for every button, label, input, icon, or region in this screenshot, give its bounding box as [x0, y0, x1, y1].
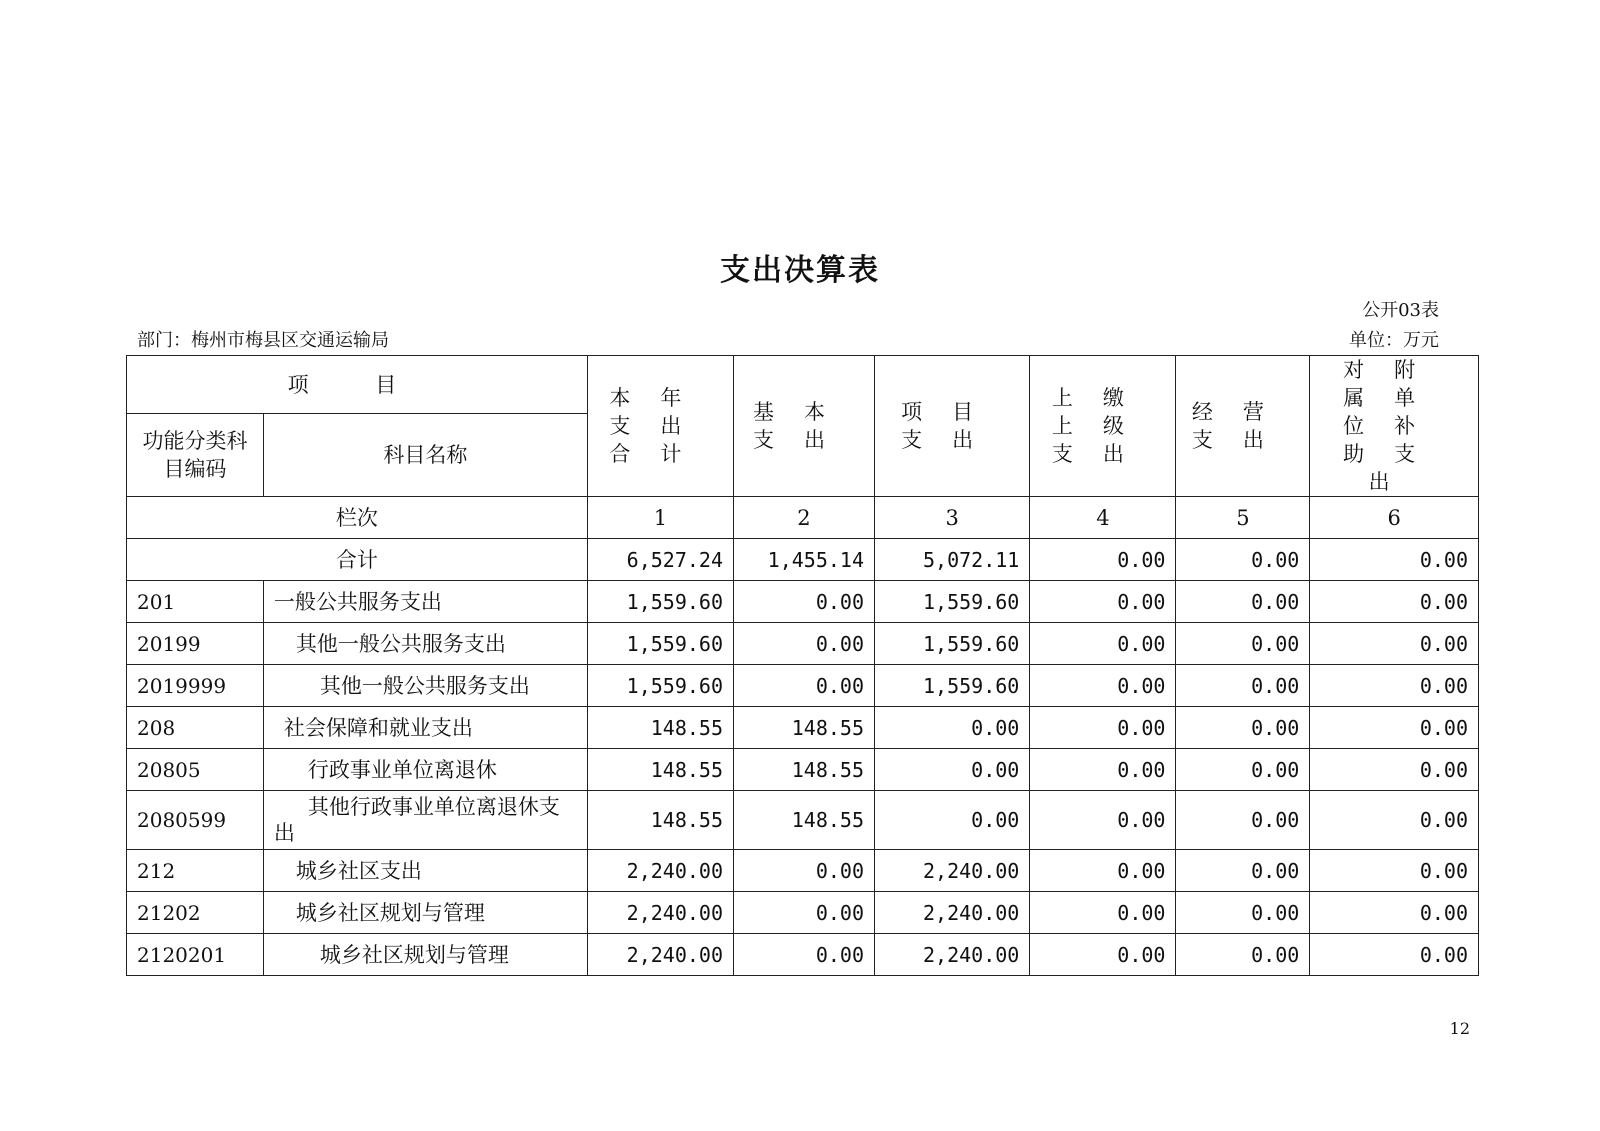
- row-value: 148.55: [587, 749, 733, 791]
- unit-label: 单位：万元: [1349, 330, 1439, 351]
- row-value: 0.00: [1176, 707, 1310, 749]
- col-header-remit: 上缴上级支出: [1030, 356, 1176, 497]
- row-value: 2,240.00: [875, 934, 1030, 976]
- row-name: 其他一般公共服务支出: [263, 665, 587, 707]
- row-value: 0.00: [1030, 665, 1176, 707]
- row-value: 1,559.60: [875, 665, 1030, 707]
- row-value: 0.00: [1176, 623, 1310, 665]
- row-value: 0.00: [1310, 850, 1479, 892]
- row-value: 0.00: [1030, 749, 1176, 791]
- row-value: 148.55: [733, 707, 874, 749]
- row-value: 0.00: [1176, 749, 1310, 791]
- expenditure-table: [126, 355, 1479, 976]
- row-value: 0.00: [1310, 892, 1479, 934]
- column-index-label: 栏次: [127, 497, 588, 539]
- total-value: 0.00: [1176, 539, 1310, 581]
- total-value: 0.00: [1030, 539, 1176, 581]
- row-value: 0.00: [733, 850, 874, 892]
- row-value: 148.55: [733, 791, 874, 850]
- table-row: [127, 749, 1479, 791]
- row-name: 行政事业单位离退休: [263, 749, 587, 791]
- row-value: 0.00: [1030, 581, 1176, 623]
- row-value: 0.00: [1310, 707, 1479, 749]
- row-value: 0.00: [1310, 934, 1479, 976]
- row-value: 2,240.00: [587, 934, 733, 976]
- table-row: [127, 791, 1479, 850]
- col-header-total: 本年支出合计: [587, 356, 733, 497]
- row-value: 0.00: [1030, 934, 1176, 976]
- table-row: [127, 665, 1479, 707]
- row-value: 2,240.00: [875, 892, 1030, 934]
- row-value: 0.00: [1030, 892, 1176, 934]
- column-index-number: 4: [1030, 497, 1176, 539]
- row-value: 0.00: [733, 665, 874, 707]
- row-code: 2019999: [127, 665, 264, 707]
- row-name: 城乡社区支出: [263, 850, 587, 892]
- row-name: 其他一般公共服务支出: [263, 623, 587, 665]
- total-label: 合计: [127, 539, 588, 581]
- row-value: 0.00: [1176, 934, 1310, 976]
- total-value: 1,455.14: [733, 539, 874, 581]
- column-index-row: [127, 497, 1479, 539]
- row-value: 0.00: [1030, 707, 1176, 749]
- row-value: 1,559.60: [587, 665, 733, 707]
- form-id: 公开03表: [1362, 300, 1439, 321]
- row-value: 0.00: [1310, 665, 1479, 707]
- row-code: 20199: [127, 623, 264, 665]
- col-header-basic: 基本支出: [733, 356, 874, 497]
- row-value: 1,559.60: [587, 581, 733, 623]
- table-row: [127, 934, 1479, 976]
- row-value: 0.00: [1176, 665, 1310, 707]
- column-index-number: 5: [1176, 497, 1310, 539]
- row-value: 148.55: [587, 707, 733, 749]
- header-row-top: [127, 356, 1479, 414]
- row-value: 2,240.00: [587, 892, 733, 934]
- column-index-number: 1: [587, 497, 733, 539]
- row-code: 2120201: [127, 934, 264, 976]
- row-name: 城乡社区规划与管理: [263, 934, 587, 976]
- row-code: 212: [127, 850, 264, 892]
- row-value: 1,559.60: [587, 623, 733, 665]
- department-label: 部门：梅州市梅县区交通运输局: [137, 330, 389, 351]
- table-row: [127, 623, 1479, 665]
- row-value: 0.00: [875, 749, 1030, 791]
- row-value: 0.00: [1310, 749, 1479, 791]
- row-value: 0.00: [875, 791, 1030, 850]
- row-value: 0.00: [733, 934, 874, 976]
- row-value: 0.00: [1176, 581, 1310, 623]
- row-name: 一般公共服务支出: [263, 581, 587, 623]
- column-index-number: 2: [733, 497, 874, 539]
- row-code: 2080599: [127, 791, 264, 850]
- item-header: 项 目: [127, 356, 588, 414]
- row-value: 0.00: [1310, 581, 1479, 623]
- table-row: [127, 850, 1479, 892]
- row-value: 148.55: [733, 749, 874, 791]
- row-value: 0.00: [1176, 791, 1310, 850]
- col-header-operating: 经营支出: [1176, 356, 1310, 497]
- page-number: 12: [1449, 1019, 1470, 1038]
- row-value: 0.00: [1176, 850, 1310, 892]
- name-col-header: 科目名称: [263, 414, 587, 497]
- row-value: 0.00: [733, 623, 874, 665]
- row-code: 21202: [127, 892, 264, 934]
- col-header-project: 项目支出: [875, 356, 1030, 497]
- total-value: 6,527.24: [587, 539, 733, 581]
- total-value: 5,072.11: [875, 539, 1030, 581]
- column-index-number: 3: [875, 497, 1030, 539]
- row-value: 0.00: [1030, 791, 1176, 850]
- total-row: [127, 539, 1479, 581]
- table-row: [127, 892, 1479, 934]
- row-value: 0.00: [733, 892, 874, 934]
- row-value: 2,240.00: [587, 850, 733, 892]
- row-value: 0.00: [1176, 892, 1310, 934]
- row-value: 2,240.00: [875, 850, 1030, 892]
- col-header-subsidy: 对附属单位补助支出: [1310, 356, 1479, 497]
- row-value: 0.00: [733, 581, 874, 623]
- row-value: 148.55: [587, 791, 733, 850]
- row-name: 其他行政事业单位离退休支出: [263, 791, 587, 850]
- row-code: 20805: [127, 749, 264, 791]
- row-code: 208: [127, 707, 264, 749]
- row-value: 1,559.60: [875, 581, 1030, 623]
- column-index-number: 6: [1310, 497, 1479, 539]
- row-value: 0.00: [1310, 791, 1479, 850]
- row-value: 1,559.60: [875, 623, 1030, 665]
- row-value: 0.00: [1310, 623, 1479, 665]
- row-code: 201: [127, 581, 264, 623]
- row-value: 0.00: [1030, 623, 1176, 665]
- row-name: 城乡社区规划与管理: [263, 892, 587, 934]
- row-name: 社会保障和就业支出: [263, 707, 587, 749]
- row-value: 0.00: [1030, 850, 1176, 892]
- table-row: [127, 707, 1479, 749]
- code-col-header: 功能分类科目编码: [127, 414, 264, 497]
- total-value: 0.00: [1310, 539, 1479, 581]
- row-value: 0.00: [875, 707, 1030, 749]
- table-row: [127, 581, 1479, 623]
- page-title: 支出决算表: [720, 253, 880, 288]
